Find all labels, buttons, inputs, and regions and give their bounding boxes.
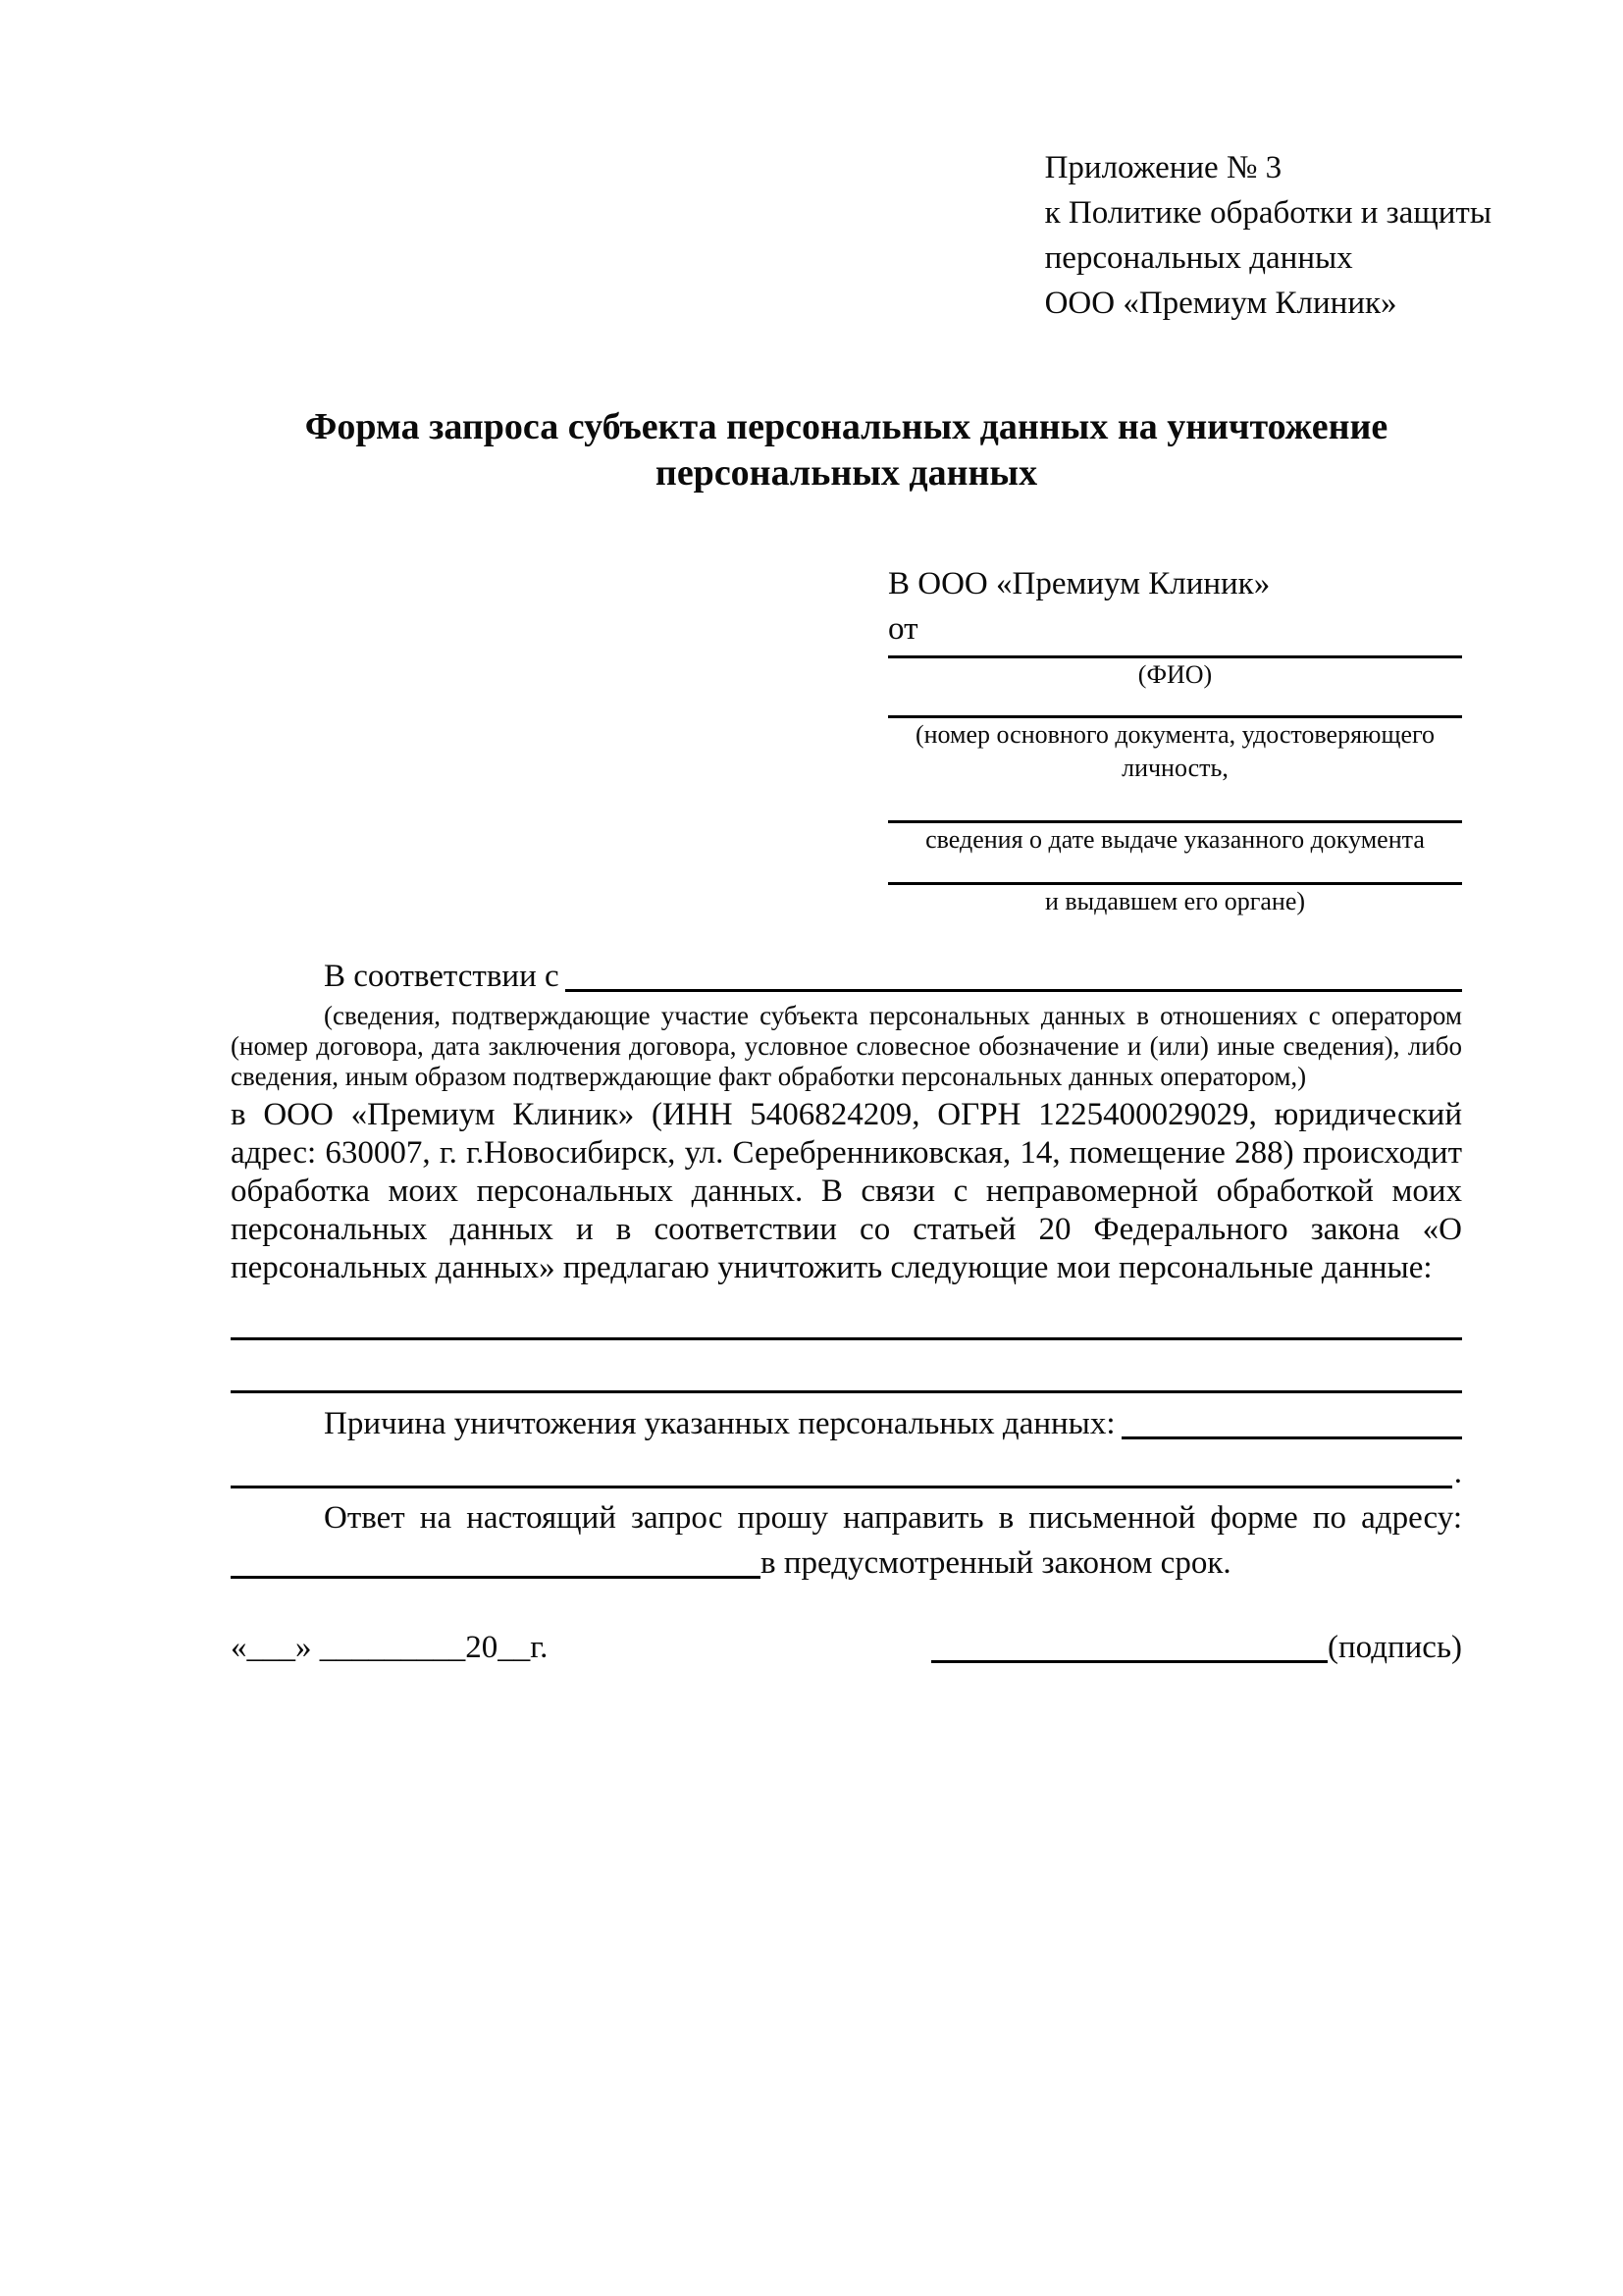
date-line: «___» _________20__г. xyxy=(231,1630,549,1665)
reason-row xyxy=(231,1401,1462,1446)
signature-group xyxy=(931,1625,1462,1670)
reply-address-line xyxy=(231,1573,760,1579)
reason-terminator: . xyxy=(1453,1455,1462,1490)
fio-caption: (ФИО) xyxy=(1137,660,1213,689)
reply-paragraph: Ответ на настоящий запрос прошу направить в письменной форме по адресу: xyxy=(324,1500,1462,1536)
signature-line xyxy=(931,1657,1328,1663)
issue-date-field-line xyxy=(888,785,1462,823)
id-doc-caption: (номер основного документа, удостоверяющего личность, xyxy=(915,720,1436,782)
addressee-from-label: от xyxy=(888,611,918,647)
document-title: Форма запроса субъекта персональных данных на уничтожение персональных данных xyxy=(304,406,1388,494)
issuing-authority-caption: и выдавшем его органе) xyxy=(1044,887,1306,915)
footer-row xyxy=(231,1625,1462,1670)
fio-field-line xyxy=(888,652,1462,658)
personal-data-blank-line xyxy=(231,1287,1462,1340)
reason-continuation-line xyxy=(231,1483,1452,1488)
header-note-line: к Политике обработки и защиты xyxy=(1044,195,1492,231)
issue-date-caption: сведения о дате выдаче указанного документа xyxy=(925,825,1425,854)
personal-data-blank-line xyxy=(231,1340,1462,1393)
signature-caption: (подпись) xyxy=(1328,1630,1462,1665)
addressee-block xyxy=(888,561,1462,918)
addressee-to: В ООО «Премиум Клиник» xyxy=(888,566,1271,601)
accordance-fill-line xyxy=(565,986,1462,992)
issuing-authority-field-line xyxy=(888,857,1462,885)
main-paragraph: в ООО «Премиум Клиник» (ИНН 5406824209, ОГРН 1225400029029, юридический адрес: 630007, г. г.Новосибирск, ул. Серебренниковская, 14, помещение 288) происходит обработка моих персональных данных. В связи с неправомерной обработкой моих персональных данных и в соответствии со статьей 20 Федерального закона «О персональных данных» предлагаю уничтожить следующие мои персональные данные: xyxy=(231,1097,1462,1285)
header-note-line: Приложение № 3 xyxy=(1044,150,1283,185)
accordance-label: В соответствии с xyxy=(324,959,559,994)
header-note-line: персональных данных xyxy=(1044,240,1353,276)
header-note xyxy=(1045,145,1492,326)
accordance-row xyxy=(231,954,1462,999)
reply-suffix: в предусмотренный законом срок. xyxy=(760,1545,1231,1581)
reason-continuation-row xyxy=(231,1446,1462,1495)
accordance-footnote: (сведения, подтверждающие участие субъекта персональных данных в отношениях с оператором (номер договора, дата заключения договора, условное словесное обозначение и (или) иные сведения), либо сведения, иным образом подтверждающие факт обработки персональных данных оператором,) xyxy=(231,1001,1462,1091)
reason-label: Причина уничтожения указанных персональных данных: xyxy=(324,1406,1116,1441)
reason-fill-line xyxy=(1122,1434,1462,1439)
id-doc-field-line xyxy=(888,692,1462,718)
reply-address-row xyxy=(231,1540,1462,1586)
header-note-line: ООО «Премиум Клиник» xyxy=(1044,286,1397,321)
